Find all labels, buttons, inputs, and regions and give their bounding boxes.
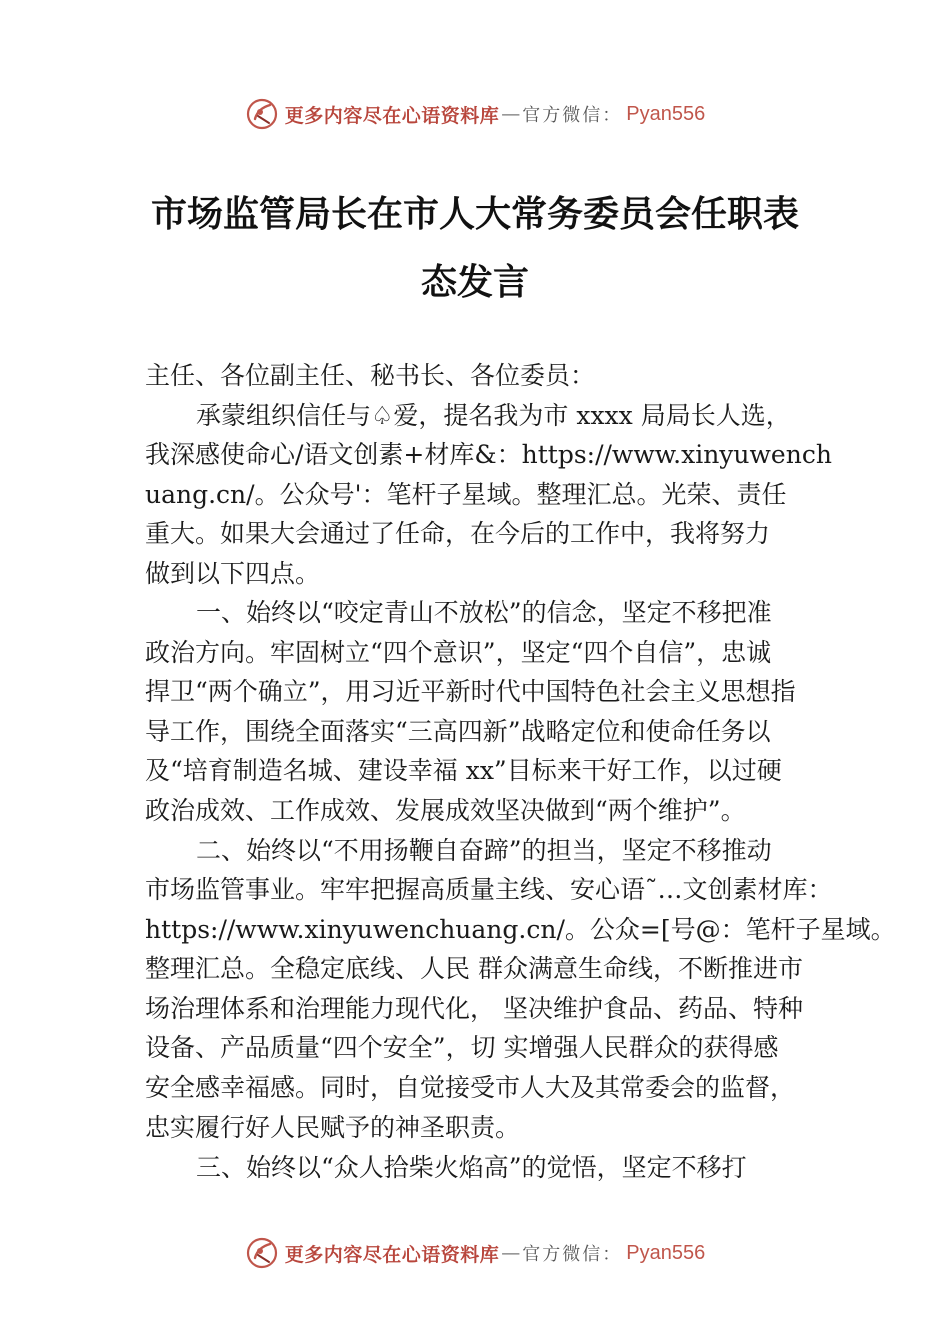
body-line: 我深感使命心/语文创素+材库&：https://www.xinyuwench xyxy=(145,440,832,469)
pen-heart-logo-icon xyxy=(245,1236,279,1270)
header-watermark-banner xyxy=(0,94,950,134)
body-line: 三、始终以“众人拾柴火焰高”的觉悟，坚定不移打 xyxy=(196,1153,747,1182)
body-line: 做到以下四点。 xyxy=(145,559,321,588)
wechat-label: 官方微信： xyxy=(522,1244,623,1265)
body-line: 政治方向。牢固树立“四个意识”，坚定“四个自信”，忠诚 xyxy=(145,638,772,667)
body-line: 承蒙组织信任与♤爱，提名我为市 xxxx 局局长人选， xyxy=(196,401,791,430)
wechat-id: Pyan556 xyxy=(626,102,706,125)
document-title-line-1: 市场监管局长在市人大常务委员会任职表 xyxy=(150,193,799,235)
body-line: 导工作，围绕全面落实“三高四新”战略定位和使命任务以 xyxy=(145,717,771,746)
body-line: 政治成效、工作成效、发展成效坚决做到“两个维护”。 xyxy=(145,796,746,825)
body-line: 及“培育制造名城、建设幸福 xx”目标来干好工作，以过硬 xyxy=(145,756,782,785)
body-line: 忠实履行好人民赋予的神圣职责。 xyxy=(145,1113,521,1142)
body-line: 二、始终以“不用扬鞭自奋蹄”的担当，坚定不移推动 xyxy=(196,836,772,865)
site-name: 更多内容尽在心语资料库 xyxy=(284,104,500,127)
wechat-id: Pyan556 xyxy=(626,1241,706,1264)
banner-separator: — xyxy=(501,1242,521,1264)
body-line: 安全感幸福感。同时，自觉接受市人大及其常委会的监督， xyxy=(145,1073,796,1102)
body-line: 场治理体系和治理能力现代化， 坚决维护食品、药品、特种 xyxy=(145,994,803,1023)
pen-heart-logo-icon xyxy=(245,97,279,131)
body-line: 一、始终以“咬定青山不放松”的信念，坚定不移把准 xyxy=(196,598,772,627)
body-line: 整理汇总。全稳定底线、人民 群众满意生命线，不断推进市 xyxy=(145,954,803,983)
site-name: 更多内容尽在心语资料库 xyxy=(284,1243,500,1266)
body-line: 捍卫“两个确立”，用习近平新时代中国特色社会主义思想指 xyxy=(145,677,796,706)
banner-separator: — xyxy=(501,103,521,125)
body-line: 重大。如果大会通过了任命，在今后的工作中，我将努力 xyxy=(145,519,771,548)
document-title-line-2: 态发言 xyxy=(420,261,529,303)
body-line: 市场监管事业。牢牢把握高质量主线、安心语˜…文创素材库： xyxy=(145,875,833,904)
footer-watermark-banner xyxy=(0,1233,950,1273)
body-line: https://www.xinyuwenchuang.cn/。公众=[号@：笔杆子星域。 xyxy=(145,915,896,944)
salutation-line: 主任、各位副主任、秘书长、各位委员： xyxy=(145,361,596,390)
body-line: 设备、产品质量“四个安全”，切 实增强人民群众的获得感 xyxy=(145,1033,779,1062)
wechat-label: 官方微信： xyxy=(522,105,623,126)
body-line: uang.cn/。公众号'：笔杆子星域。整理汇总。光荣、责任 xyxy=(145,480,787,509)
